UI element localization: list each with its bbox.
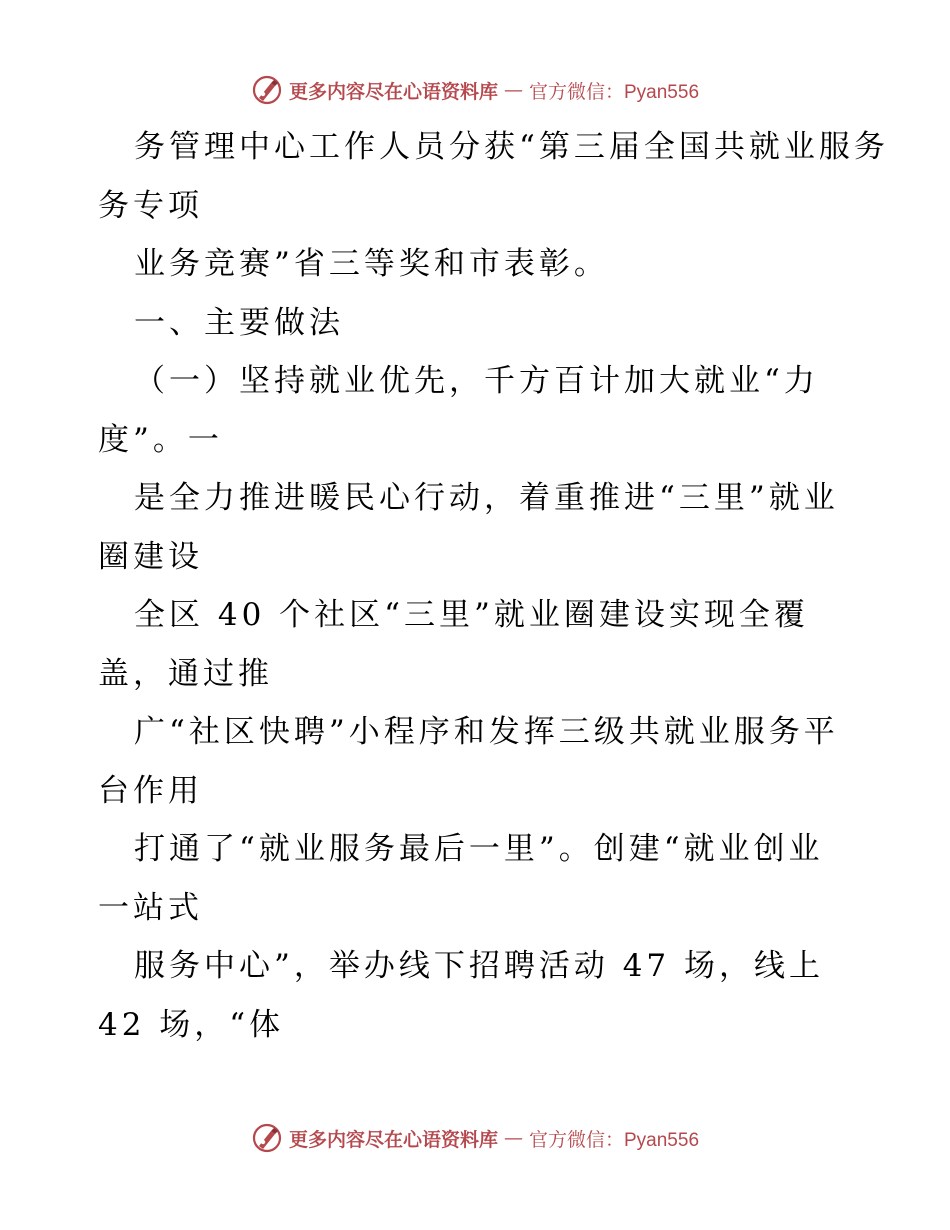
text-line-14: 一站式 <box>98 889 203 926</box>
page-header <box>0 70 950 110</box>
footer-watermark <box>251 1122 699 1154</box>
header-brand-text: 更多内容尽在心语资料库 <box>288 80 498 103</box>
text-line-12: 台作用 <box>98 772 203 809</box>
text-line-11: 广“社区快聘”小程序和发挥三级共就业服务平 <box>134 714 839 750</box>
text-line-9: 全区 40 个社区“三里”就业圈建设实现全覆 <box>134 597 809 633</box>
text-line-5: （一）坚持就业优先，千方百计加大就业“力 <box>134 363 819 399</box>
document-body <box>98 118 889 1054</box>
text-line-7: 是全力推进暖民心行动，着重推进“三里”就业 <box>134 480 839 516</box>
text-line-16: 42 场，“体 <box>98 1006 285 1043</box>
page-footer <box>0 1118 950 1158</box>
text-line-3: 业务竞赛”省三等奖和市表彰。 <box>134 246 609 282</box>
header-wechat-text: 官方微信：Pyan556 <box>529 81 700 103</box>
header-brand-dash: — <box>504 79 523 101</box>
text-line-4: 一、主要做法 <box>134 304 344 341</box>
footer-brand-text: 更多内容尽在心语资料库 <box>288 1128 498 1151</box>
text-line-2: 务专项 <box>98 187 203 224</box>
pen-logo-icon <box>251 74 283 106</box>
footer-brand-dash: — <box>504 1127 523 1149</box>
text-line-10: 盖，通过推 <box>98 655 273 692</box>
text-line-8: 圈建设 <box>98 538 203 575</box>
header-watermark <box>251 74 699 106</box>
text-line-1: 务管理中心工作人员分获“第三届全国共就业服务 <box>134 129 889 165</box>
footer-wechat-text: 官方微信：Pyan556 <box>529 1129 700 1151</box>
text-line-6: 度”。一 <box>98 421 223 458</box>
text-line-13: 打通了“就业服务最后一里”。创建“就业创业 <box>134 831 824 867</box>
text-line-15: 服务中心”，举办线下招聘活动 47 场，线上 <box>134 948 825 984</box>
pen-logo-icon <box>251 1122 283 1154</box>
